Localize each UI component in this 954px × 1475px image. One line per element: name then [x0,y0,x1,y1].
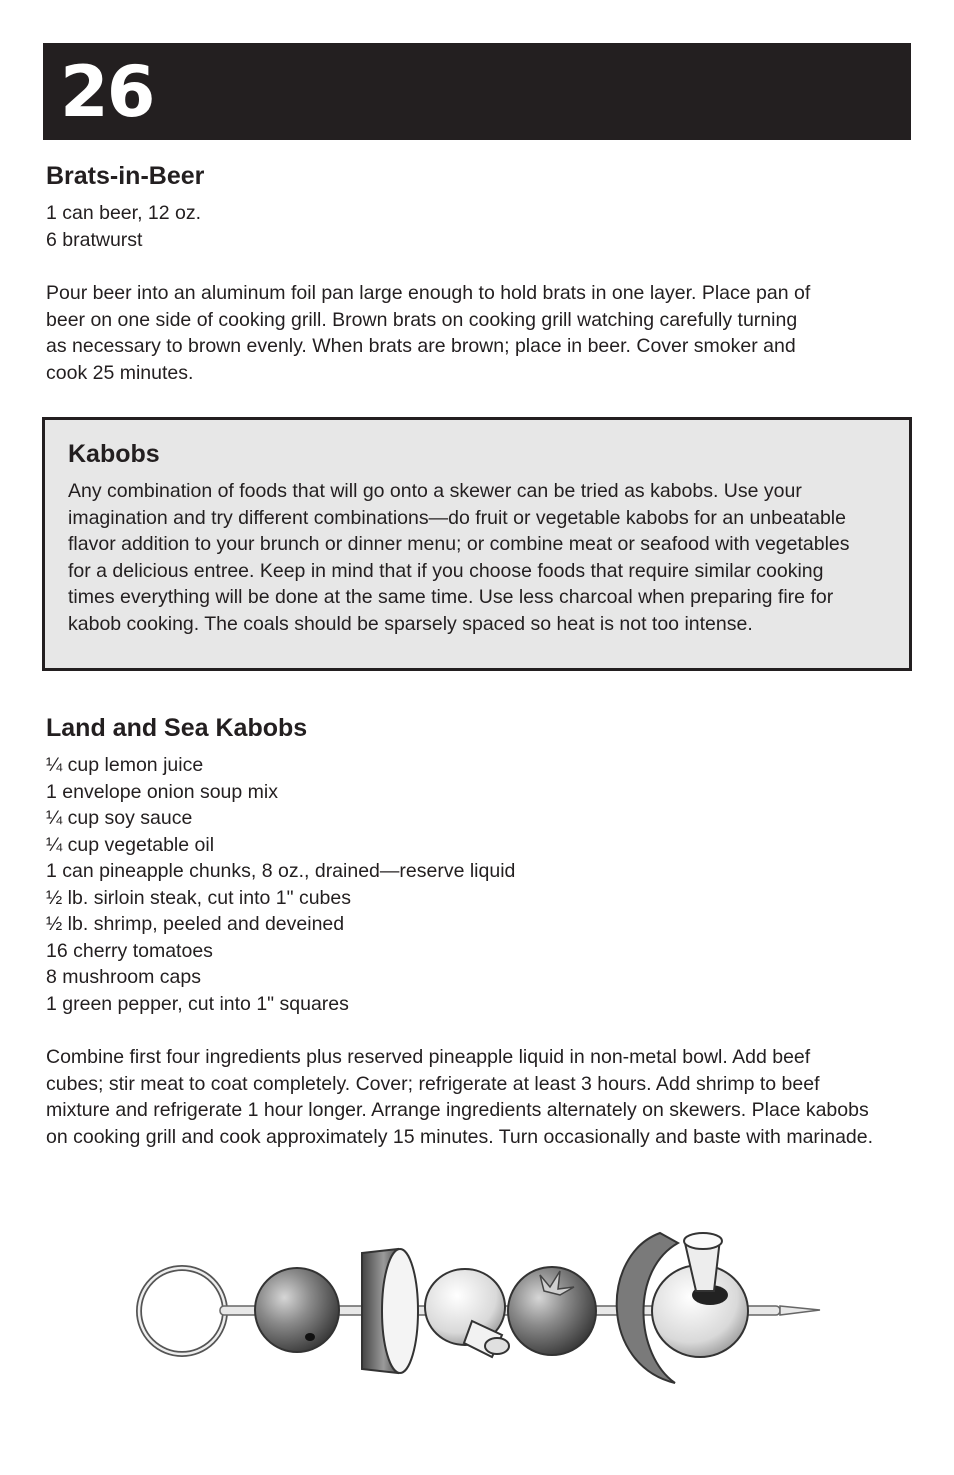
directions-line: on cooking grill and cook approximately 15 minutes. Turn occasionally and baste with marinade. [46,1125,874,1148]
directions-line: cook 25 minutes. [46,361,194,384]
recipe-title-land-sea-kabobs: Land and Sea Kabobs [46,714,308,742]
ingredient-item: ½ lb. sirloin steak, cut into 1" cubes [46,886,351,909]
ingredient-item: 16 cherry tomatoes [46,939,213,962]
directions-line: Combine first four ingredients plus reserved pineapple liquid in non-metal bowl. Add beef [46,1046,811,1068]
directions-line: as necessary to brown evenly. When brats are brown; place in beer. Cover smoker and [46,335,796,357]
land-sea-directions [46,1044,916,1150]
kabobs-text-line: flavor addition to your brunch or dinner menu; or combine meat or seafood with vegetables [68,533,850,555]
kabob-skewer-illustration [130,1225,830,1395]
ingredient-item: ½ lb. shrimp, peeled and deveined [46,913,345,935]
tomato-icon [508,1267,596,1355]
directions-line: beer on one side of cooking grill. Brown brats on cooking grill watching carefully turning [46,308,798,331]
ingredient-item: 1 envelope onion soup mix [46,780,278,803]
directions-line: mixture and refrigerate 1 hour longer. Arrange ingredients alternately on skewers. Place kabobs [46,1099,869,1121]
kabobs-text-line: imagination and try different combinations—do fruit or vegetable kabobs for an unbeatable [68,506,846,529]
kabobs-text-line: Any combination of foods that will go onto a skewer can be tried as kabobs. Use your [68,480,802,502]
pineapple-slice-icon [362,1249,418,1373]
mushroom-icon [425,1269,509,1357]
meat-ball-icon [255,1268,339,1352]
ingredient-item: 1 green pepper, cut into 1" squares [46,992,349,1015]
kabobs-box-text [68,478,898,637]
kabobs-text-line: kabob cooking. The coals should be sparsely spaced so heat is not too intense. [68,612,753,635]
page-header-bar [43,43,911,140]
ingredient-item: 8 mushroom caps [46,966,201,988]
ingredient-item: ¼ cup vegetable oil [46,833,215,856]
kabobs-box-title: Kabobs [68,440,160,468]
ingredient-item: ¼ cup soy sauce [46,807,193,829]
kabobs-text-line: for a delicious entree. Keep in mind that if you choose foods that require similar cooking [68,559,824,582]
brats-directions [46,280,876,386]
directions-line: cubes; stir meat to coat completely. Cover; refrigerate at least 3 hours. Add shrimp to beef [46,1072,820,1095]
page-number: 26 [60,51,154,133]
ingredient-item: 1 can beer, 12 oz. [46,202,202,224]
ingredient-item: ¼ cup lemon juice [46,754,204,776]
ingredient-item: 1 can pineapple chunks, 8 oz., drained—reserve liquid [46,860,516,882]
skewer-ring [139,1268,225,1354]
ingredient-item: 6 bratwurst [46,228,143,251]
recipe-title-brats: Brats-in-Beer [46,162,205,190]
kabobs-text-line: times everything will be done at the same time. Use less charcoal when preparing fire for [68,586,834,608]
directions-line: Pour beer into an aluminum foil pan large enough to hold brats in one layer. Place pan of [46,282,811,304]
kabobs-info-box [42,417,912,671]
brats-ingredient-list [46,200,201,253]
land-sea-ingredient-list [46,752,515,1017]
